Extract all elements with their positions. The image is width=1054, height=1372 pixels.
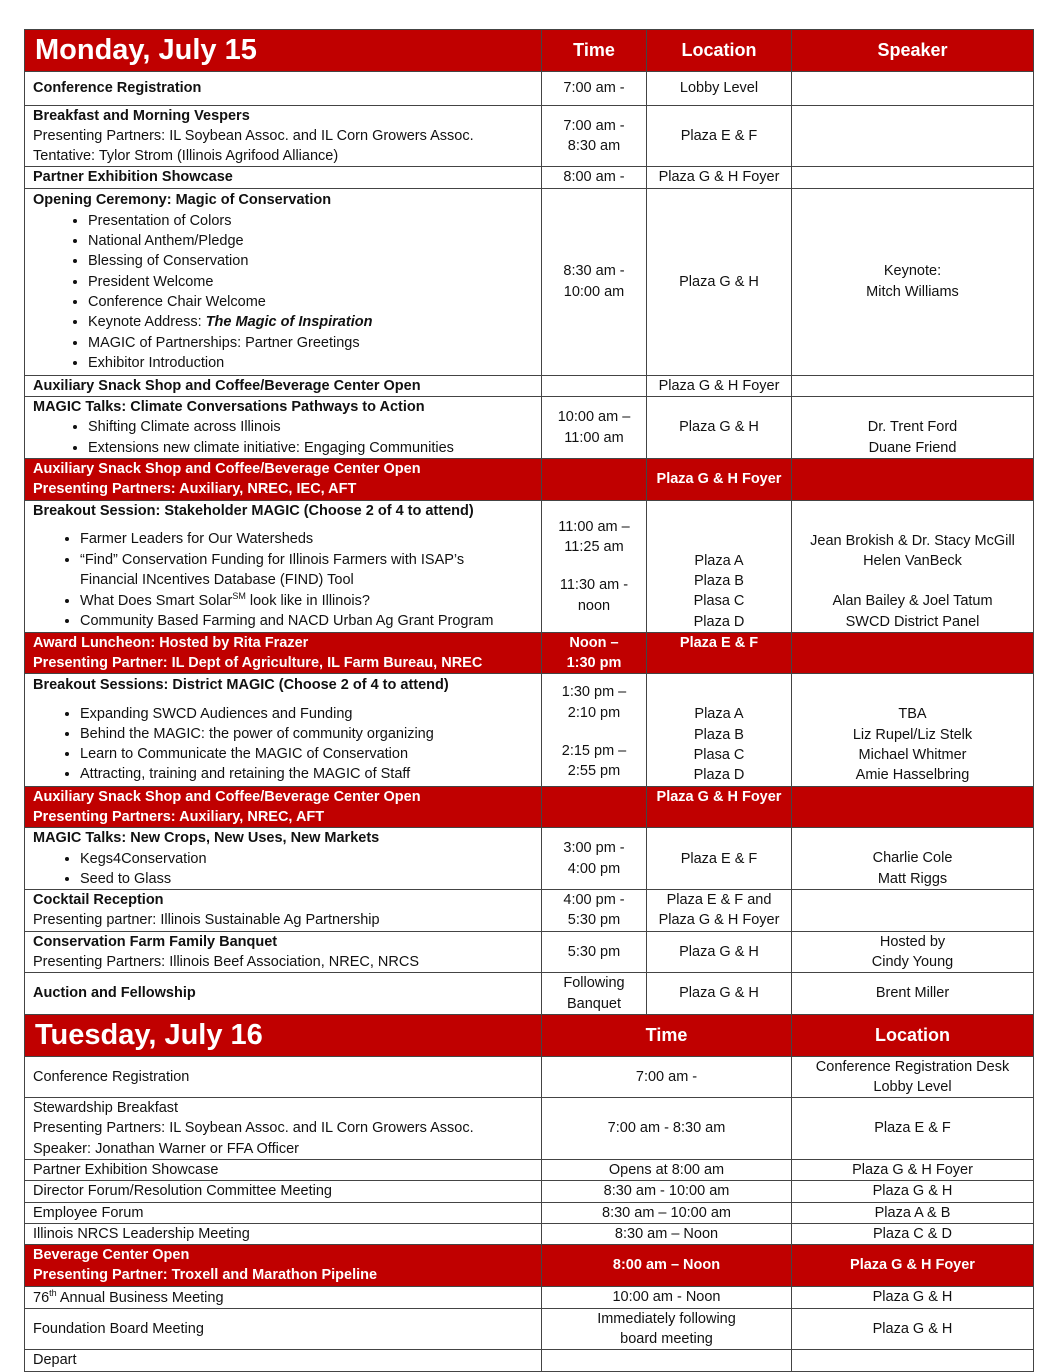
event-location: Plaza G & H — [792, 1286, 1034, 1308]
event-speaker — [792, 71, 1034, 105]
event-title: Breakout Session: Stakeholder MAGIC (Choose 2 of 4 to attend) — [33, 502, 474, 519]
list-item: • Blessing of Conservation — [88, 251, 533, 271]
speaker-column-header: Speaker — [792, 30, 1034, 72]
ordinal-suffix: th — [49, 1287, 57, 1298]
list-item: • Kegs4Conservation — [80, 849, 533, 869]
event-time — [542, 188, 647, 375]
event-location — [647, 674, 792, 786]
event-location: Plaza A & B — [792, 1202, 1034, 1223]
event-title: Conservation Farm Family Banquet — [33, 933, 278, 950]
room: Plaza B — [694, 726, 744, 743]
event-title: Stewardship Breakfast — [33, 1100, 179, 1117]
list-item: • Exhibitor Introduction — [88, 353, 533, 373]
event-partners: Presenting Partners: Auxiliary, NREC, AFT — [33, 808, 325, 825]
list-item — [80, 590, 533, 611]
event-location: Plaza G & H Foyer — [647, 375, 792, 396]
tuesday-day-title: Tuesday, July 16 — [25, 1014, 542, 1056]
event-partners: Presenting Partners: Illinois Beef Association, NREC, NRCS — [33, 954, 420, 971]
event-time: 7:00 am - 8:30 am — [542, 1098, 792, 1160]
list-item — [88, 312, 533, 332]
event-title: Partner Exhibition Showcase — [25, 1159, 542, 1180]
event-time — [542, 632, 647, 674]
event-speaker — [792, 674, 1034, 786]
speaker-name: Duane Friend — [868, 439, 957, 456]
event-title: Depart — [25, 1350, 542, 1371]
time-start: Following — [563, 975, 625, 992]
event-title: Auction and Fellowship — [25, 973, 542, 1015]
time-start: 11:30 am - — [559, 577, 629, 594]
room: Plaza D — [693, 613, 745, 630]
event-cell — [25, 828, 542, 890]
time-start: 7:00 am - — [563, 117, 625, 134]
list-item: • Attracting, training and retaining the MAGIC of Staff — [80, 764, 533, 784]
event-time — [542, 828, 647, 890]
event-time: 8:30 am – 10:00 am — [542, 1202, 792, 1223]
event-cell — [25, 397, 542, 459]
list-item — [80, 550, 533, 591]
list-item: • Learn to Communicate the MAGIC of Conservation — [80, 744, 533, 764]
meeting-name: Annual Business Meeting — [56, 1289, 224, 1306]
event-title — [25, 1286, 542, 1308]
event-partners: Presenting Partners: IL Soybean Assoc. and IL Corn Growers Assoc. — [33, 127, 474, 144]
time-end: 4:00 pm — [567, 860, 621, 877]
event-time — [542, 973, 647, 1015]
time-start: 2:15 pm – — [561, 743, 627, 760]
event-title: Employee Forum — [25, 1202, 542, 1223]
time-line: board meeting — [620, 1331, 713, 1348]
room: Plaza B — [694, 572, 744, 589]
event-title: Conference Registration — [25, 71, 542, 105]
monday-day-title: Monday, July 15 — [25, 30, 542, 72]
speaker-label: Keynote: — [883, 263, 942, 280]
event-location: Plaza G & H — [647, 931, 792, 973]
event-title: Breakfast and Morning Vespers — [33, 107, 250, 124]
table-row — [25, 1350, 1034, 1371]
event-speaker — [792, 105, 1034, 167]
event-cell — [25, 459, 542, 501]
event-cell — [25, 105, 542, 167]
event-location: Plaza G & H — [792, 1181, 1034, 1202]
table-row — [25, 397, 1034, 459]
event-note: Speaker: Jonathan Warner or FFA Officer — [33, 1140, 299, 1157]
event-time: Opens at 8:00 am — [542, 1159, 792, 1180]
table-row — [25, 931, 1034, 973]
event-cell — [25, 1098, 542, 1160]
event-time — [542, 1350, 792, 1371]
room: Plaza D — [693, 767, 745, 784]
speaker-name: Jean Brokish & Dr. Stacy McGill — [810, 532, 1015, 549]
event-time: 10:00 am - Noon — [542, 1286, 792, 1308]
time-start: 10:00 am – — [557, 409, 631, 426]
event-location: Plaza G & H Foyer — [647, 459, 792, 501]
event-location — [647, 890, 792, 932]
event-cell — [25, 500, 542, 632]
time-line: Immediately following — [597, 1310, 736, 1327]
agenda-list — [33, 211, 533, 373]
event-location — [792, 1056, 1034, 1098]
table-row — [25, 828, 1034, 890]
tuesday-header-row — [25, 1014, 1034, 1056]
meeting-number: 76 — [33, 1289, 50, 1306]
location-column-header: Location — [792, 1014, 1034, 1056]
event-location: Plaza E & F — [647, 828, 792, 890]
time-start: 1:30 pm – — [561, 684, 627, 701]
speaker-name: Helen VanBeck — [863, 552, 962, 569]
event-time: 7:00 am - — [542, 1056, 792, 1098]
event-title: Conference Registration — [25, 1056, 542, 1098]
time-end: Banquet — [566, 995, 622, 1012]
table-row — [25, 1286, 1034, 1308]
room: Plaza A — [694, 706, 744, 723]
table-row — [25, 1098, 1034, 1160]
event-time: 5:30 pm — [542, 931, 647, 973]
table-row — [25, 890, 1034, 932]
event-time — [542, 459, 647, 501]
event-time: 8:30 am – Noon — [542, 1223, 792, 1244]
room: Plaza E & F and — [666, 892, 772, 909]
event-speaker — [792, 397, 1034, 459]
event-location: Plaza E & F — [792, 1098, 1034, 1160]
event-partners: Presenting Partners: Auxiliary, NREC, IEC, AFT — [33, 481, 357, 498]
time-column-header: Time — [542, 30, 647, 72]
event-speaker — [792, 786, 1034, 828]
event-cell — [25, 1245, 542, 1287]
schedule-table — [24, 29, 1034, 1372]
item-text: look like in Illinois? — [245, 592, 370, 609]
event-time — [542, 397, 647, 459]
event-speaker: Brent Miller — [792, 973, 1034, 1015]
time-start: 4:00 pm - — [563, 892, 625, 909]
event-speaker — [792, 632, 1034, 674]
event-title: Auxiliary Snack Shop and Coffee/Beverage Center Open — [25, 375, 542, 396]
speaker-name: TBA — [898, 706, 927, 723]
event-time: 7:00 am - — [542, 71, 647, 105]
keynote-title: The Magic of Inspiration — [205, 314, 373, 331]
event-speaker — [792, 931, 1034, 973]
event-title: Opening Ceremony: Magic of Conservation — [33, 192, 332, 209]
event-location: Plaza G & H Foyer — [647, 167, 792, 188]
table-row — [25, 1056, 1034, 1098]
location-column-header: Location — [647, 30, 792, 72]
event-speaker — [792, 890, 1034, 932]
event-location: Plaza C & D — [792, 1223, 1034, 1244]
room: Plaza G & H Foyer — [658, 912, 780, 929]
room: Plaza A — [694, 552, 744, 569]
event-title: Director Forum/Resolution Committee Meeting — [25, 1181, 542, 1202]
speaker-name: Alan Bailey & Joel Tatum — [832, 593, 993, 610]
event-location: Lobby Level — [647, 71, 792, 105]
event-partners: Presenting partner: Illinois Sustainable Ag Partnership — [33, 912, 380, 929]
highlight-row — [25, 786, 1034, 828]
time-end: 2:55 pm — [567, 763, 621, 780]
event-time — [542, 500, 647, 632]
session-list — [33, 529, 533, 631]
speaker-name: Dr. Trent Ford — [867, 419, 958, 436]
time-end: 5:30 pm — [567, 912, 621, 929]
keynote-prefix: Keynote Address: — [88, 314, 206, 331]
list-item: • Extensions new climate initiative: Engaging Communities — [88, 438, 533, 458]
event-title: Beverage Center Open — [33, 1247, 190, 1264]
time-start: 8:30 am - — [563, 263, 625, 280]
agenda-list — [33, 849, 533, 890]
list-item: • Seed to Glass — [80, 869, 533, 889]
speaker-name: Cindy Young — [871, 954, 954, 971]
speaker-name: Amie Hasselbring — [855, 767, 970, 784]
event-location: Plaza E & F — [647, 632, 792, 674]
agenda-list — [33, 417, 533, 458]
event-location — [647, 500, 792, 632]
session-list — [33, 704, 533, 785]
event-title: Award Luncheon: Hosted by Rita Frazer — [33, 634, 309, 651]
table-row — [25, 375, 1034, 396]
event-speaker — [792, 500, 1034, 632]
time-start: 11:00 am – — [558, 518, 630, 535]
event-partners: Presenting Partner: Troxell and Marathon Pipeline — [33, 1267, 378, 1284]
speaker-name: Mitch Williams — [866, 283, 959, 300]
table-row — [25, 105, 1034, 167]
highlight-row — [25, 459, 1034, 501]
event-time — [542, 375, 647, 396]
speaker-name: Liz Rupel/Liz Stelk — [852, 726, 973, 743]
speaker-name: Charlie Cole — [872, 850, 953, 867]
event-title: Auxiliary Snack Shop and Coffee/Beverage Center Open — [33, 788, 421, 805]
event-speaker — [792, 167, 1034, 188]
highlight-row — [25, 632, 1034, 674]
event-time: 8:30 am - 10:00 am — [542, 1181, 792, 1202]
table-row — [25, 188, 1034, 375]
event-time — [542, 674, 647, 786]
event-cell — [25, 632, 542, 674]
event-location — [792, 1350, 1034, 1371]
event-time: 8:00 am – Noon — [542, 1245, 792, 1287]
list-item: • Presentation of Colors — [88, 211, 533, 231]
table-row — [25, 1181, 1034, 1202]
list-item: • Conference Chair Welcome — [88, 292, 533, 312]
list-item: • Community Based Farming and NACD Urban Ag Grant Program — [80, 611, 533, 631]
time-start: 3:00 pm - — [563, 840, 625, 857]
time-start: Noon – — [569, 634, 619, 651]
table-row — [25, 1223, 1034, 1244]
event-cell — [25, 188, 542, 375]
event-title: Partner Exhibition Showcase — [25, 167, 542, 188]
list-item: • National Anthem/Pledge — [88, 231, 533, 251]
speaker-name: Matt Riggs — [877, 870, 948, 887]
item-line: Financial INcentives Database (FIND) Tool — [80, 571, 354, 588]
event-location: Plaza G & H — [647, 397, 792, 459]
service-mark: SM — [232, 591, 246, 602]
event-title: Breakout Sessions: District MAGIC (Choose 2 of 4 to attend) — [33, 677, 449, 694]
table-row — [25, 1159, 1034, 1180]
table-row — [25, 1308, 1034, 1350]
table-row — [25, 167, 1034, 188]
event-note: Tentative: Tylor Strom (Illinois Agrifood Alliance) — [33, 148, 339, 165]
event-time — [542, 105, 647, 167]
list-item: • Behind the MAGIC: the power of community organizing — [80, 724, 533, 744]
event-location: Plaza G & H — [792, 1308, 1034, 1350]
event-cell — [25, 674, 542, 786]
event-speaker — [792, 188, 1034, 375]
event-cell — [25, 890, 542, 932]
event-title: Auxiliary Snack Shop and Coffee/Beverage Center Open — [33, 461, 421, 478]
event-speaker — [792, 828, 1034, 890]
time-end: 2:10 pm — [567, 704, 621, 721]
speaker-label: Hosted by — [879, 933, 946, 950]
list-item: • Shifting Climate across Illinois — [88, 417, 533, 437]
room: Conference Registration Desk — [815, 1058, 1010, 1075]
time-end: 10:00 am — [563, 283, 625, 300]
event-partners: Presenting Partner: IL Dept of Agriculture, IL Farm Bureau, NREC — [33, 655, 483, 672]
speaker-name: SWCD District Panel — [845, 613, 980, 630]
event-title: Cocktail Reception — [33, 892, 164, 909]
monday-header-row — [25, 30, 1034, 72]
event-time — [542, 890, 647, 932]
event-location: Plaza E & F — [647, 105, 792, 167]
event-location: Plaza G & H Foyer — [792, 1159, 1034, 1180]
item-text: What Does Smart Solar — [80, 592, 233, 609]
event-time — [542, 786, 647, 828]
event-location: Plaza G & H — [647, 973, 792, 1015]
event-location: Plaza G & H — [647, 188, 792, 375]
room: Lobby Level — [873, 1078, 952, 1095]
event-title: MAGIC Talks: New Crops, New Uses, New Markets — [33, 830, 380, 847]
list-item: • President Welcome — [88, 272, 533, 292]
list-item: • MAGIC of Partnerships: Partner Greetings — [88, 333, 533, 353]
table-row — [25, 973, 1034, 1015]
event-location: Plaza G & H Foyer — [792, 1245, 1034, 1287]
time-end: 1:30 pm — [566, 655, 622, 672]
table-row — [25, 71, 1034, 105]
room: Plasa C — [693, 747, 745, 764]
event-time: 8:00 am - — [542, 167, 647, 188]
time-end: 11:00 am — [564, 429, 624, 446]
item-line: “Find” Conservation Funding for Illinois Farmers with ISAP’s — [80, 551, 465, 568]
event-speaker — [792, 375, 1034, 396]
time-end: noon — [577, 597, 611, 614]
list-item: • Farmer Leaders for Our Watersheds — [80, 529, 533, 549]
speaker-name: Michael Whitmer — [858, 747, 967, 764]
event-title: Illinois NRCS Leadership Meeting — [25, 1223, 542, 1244]
time-end: 8:30 am — [567, 138, 621, 155]
time-column-header: Time — [542, 1014, 792, 1056]
room: Plasa C — [693, 593, 745, 610]
table-row — [25, 674, 1034, 786]
event-title: Foundation Board Meeting — [25, 1308, 542, 1350]
list-item: • Expanding SWCD Audiences and Funding — [80, 704, 533, 724]
table-row — [25, 1202, 1034, 1223]
highlight-row — [25, 1245, 1034, 1287]
event-speaker — [792, 459, 1034, 501]
event-location: Plaza G & H Foyer — [647, 786, 792, 828]
time-end: 11:25 am — [564, 538, 624, 555]
event-time — [542, 1308, 792, 1350]
event-cell — [25, 786, 542, 828]
event-title: MAGIC Talks: Climate Conversations Pathways to Action — [33, 399, 425, 416]
event-cell — [25, 931, 542, 973]
table-row — [25, 500, 1034, 632]
event-partners: Presenting Partners: IL Soybean Assoc. and IL Corn Growers Assoc. — [33, 1120, 474, 1137]
